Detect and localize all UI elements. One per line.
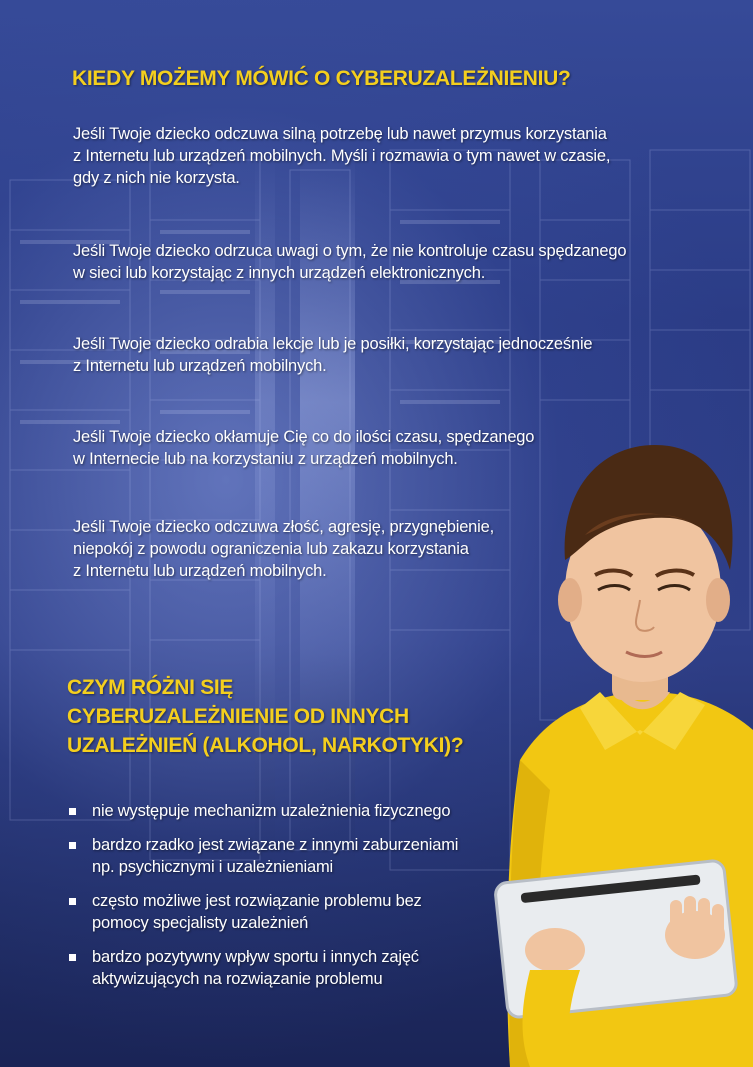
paragraph-4 — [73, 426, 534, 470]
paragraph-line: Jeśli Twoje dziecko odrzuca uwagi o tym, że nie kontroluje czasu spędzanego — [73, 242, 627, 260]
square-bullet-icon — [69, 842, 76, 849]
list-item-line: bardzo rzadko jest związane z innymi zaburzeniami — [92, 836, 459, 854]
heading-line: CZYM RÓŻNI SIĘ — [67, 676, 234, 699]
square-bullet-icon — [69, 954, 76, 961]
list-item-line: często możliwe jest rozwiązanie problemu bez — [92, 892, 422, 910]
section-heading-when: KIEDY MOŻEMY MÓWIĆ O CYBERUZALEŻNIENIU? — [72, 67, 571, 90]
paragraph-line: Jeśli Twoje dziecko odczuwa silną potrzebę lub nawet przymus korzystania — [73, 125, 607, 143]
list-item-line: bardzo pozytywny wpływ sportu i innych zajęć — [92, 948, 419, 966]
boy-with-tablet-icon — [480, 430, 753, 1067]
heading-line: UZALEŻNIEŃ (ALKOHOL, NARKOTYKI)? — [67, 734, 464, 757]
paragraph-line: z Internetu lub urządzeń mobilnych. — [73, 357, 327, 375]
paragraph-5 — [73, 516, 494, 582]
paragraph-line: niepokój z powodu ograniczenia lub zakazu korzystania — [73, 540, 469, 558]
heading-line: CYBERUZALEŻNIENIE OD INNYCH — [67, 705, 409, 728]
list-item-line: aktywizujących na rozwiązanie problemu — [92, 970, 383, 988]
paragraph-2 — [73, 240, 626, 284]
square-bullet-icon — [69, 898, 76, 905]
paragraph-3 — [73, 333, 592, 377]
paragraph-line: w Internecie lub na korzystaniu z urządzeń mobilnych. — [73, 450, 458, 468]
list-item-line: nie występuje mechanizm uzależnienia fizycznego — [92, 802, 451, 820]
square-bullet-icon — [69, 808, 76, 815]
paragraph-line: z Internetu lub urządzeń mobilnych. — [73, 562, 327, 580]
list-item-line: pomocy specjalisty uzależnień — [92, 914, 309, 932]
list-item-line: np. psychicznymi i uzależnieniami — [92, 858, 334, 876]
section-heading-difference — [67, 673, 487, 760]
list-item — [66, 834, 496, 878]
paragraph-line: Jeśli Twoje dziecko okłamuje Cię co do ilości czasu, spędzanego — [73, 428, 535, 446]
paragraph-line: w sieci lub korzystając z innych urządzeń elektronicznych. — [73, 264, 486, 282]
paragraph-line: z Internetu lub urządzeń mobilnych. Myśli i rozmawia o tym nawet w czasie, — [73, 147, 611, 165]
list-item — [66, 800, 496, 822]
paragraph-line: Jeśli Twoje dziecko odczuwa złość, agresję, przygnębienie, — [73, 518, 494, 536]
paragraph-line: gdy z nich nie korzysta. — [73, 169, 240, 187]
difference-list — [66, 800, 496, 1002]
paragraph-line: Jeśli Twoje dziecko odrabia lekcje lub je posiłki, korzystając jednocześnie — [73, 335, 593, 353]
paragraph-1 — [73, 123, 610, 189]
list-item — [66, 890, 496, 934]
list-item — [66, 946, 496, 990]
